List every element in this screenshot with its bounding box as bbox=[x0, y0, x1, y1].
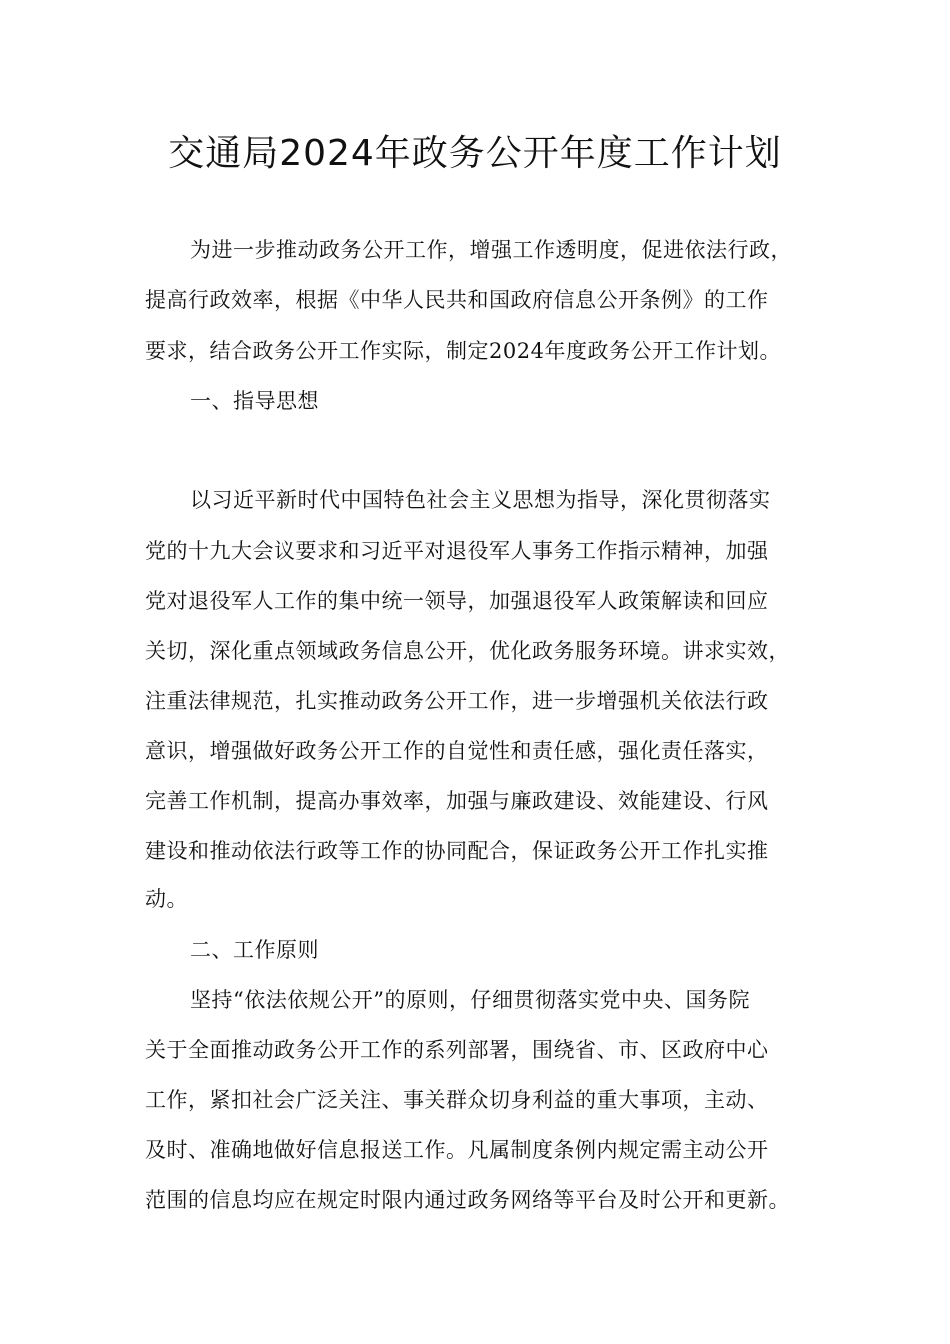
principle-line-4: 及时、准确地做好信息报送工作。凡属制度条例内规定需主动公开 bbox=[145, 1138, 769, 1162]
document-title: 交通局2024年政务公开年度工作计划 bbox=[168, 133, 782, 174]
guiding-line-6: 意识，增强做好政务公开工作的自觉性和责任感，强化责任落实， bbox=[145, 739, 769, 763]
guiding-line-5: 注重法律规范，扎实推动政务公开工作，进一步增强机关依法行政 bbox=[145, 689, 769, 713]
guiding-line-3: 党对退役军人工作的集中统一领导，加强退役军人政策解读和回应 bbox=[145, 589, 769, 613]
section-heading-work-principles: 二、工作原则 bbox=[190, 938, 319, 962]
section-heading-guiding-thought: 一、指导思想 bbox=[190, 389, 319, 413]
guiding-line-2: 党的十九大会议要求和习近平对退役军人事务工作指示精神，加强 bbox=[145, 539, 769, 563]
guiding-line-9: 动。 bbox=[145, 887, 188, 911]
principle-line-5: 范围的信息均应在规定时限内通过政务网络等平台及时公开和更新。 bbox=[145, 1188, 790, 1212]
principle-line-3: 工作，紧扣社会广泛关注、事关群众切身利益的重大事项，主动、 bbox=[145, 1088, 769, 1112]
principle-line-1: 坚持“依法依规公开”的原则，仔细贯彻落实党中央、国务院 bbox=[190, 988, 750, 1012]
guiding-line-7: 完善工作机制，提高办事效率，加强与廉政建设、效能建设、行风 bbox=[145, 789, 769, 813]
intro-line-1: 为进一步推动政务公开工作，增强工作透明度，促进依法行政， bbox=[190, 238, 792, 262]
intro-line-3: 要求，结合政务公开工作实际，制定2024年度政务公开工作计划。 bbox=[145, 339, 781, 363]
guiding-line-8: 建设和推动依法行政等工作的协同配合，保证政务公开工作扎实推 bbox=[145, 839, 769, 863]
guiding-line-4: 关切，深化重点领域政务信息公开，优化政务服务环境。讲求实效， bbox=[145, 639, 790, 663]
principle-line-2: 关于全面推动政务公开工作的系列部署，围绕省、市、区政府中心 bbox=[145, 1038, 769, 1062]
guiding-line-1: 以习近平新时代中国特色社会主义思想为指导，深化贯彻落实 bbox=[190, 488, 771, 512]
intro-line-2: 提高行政效率，根据《中华人民共和国政府信息公开条例》的工作 bbox=[145, 288, 769, 312]
